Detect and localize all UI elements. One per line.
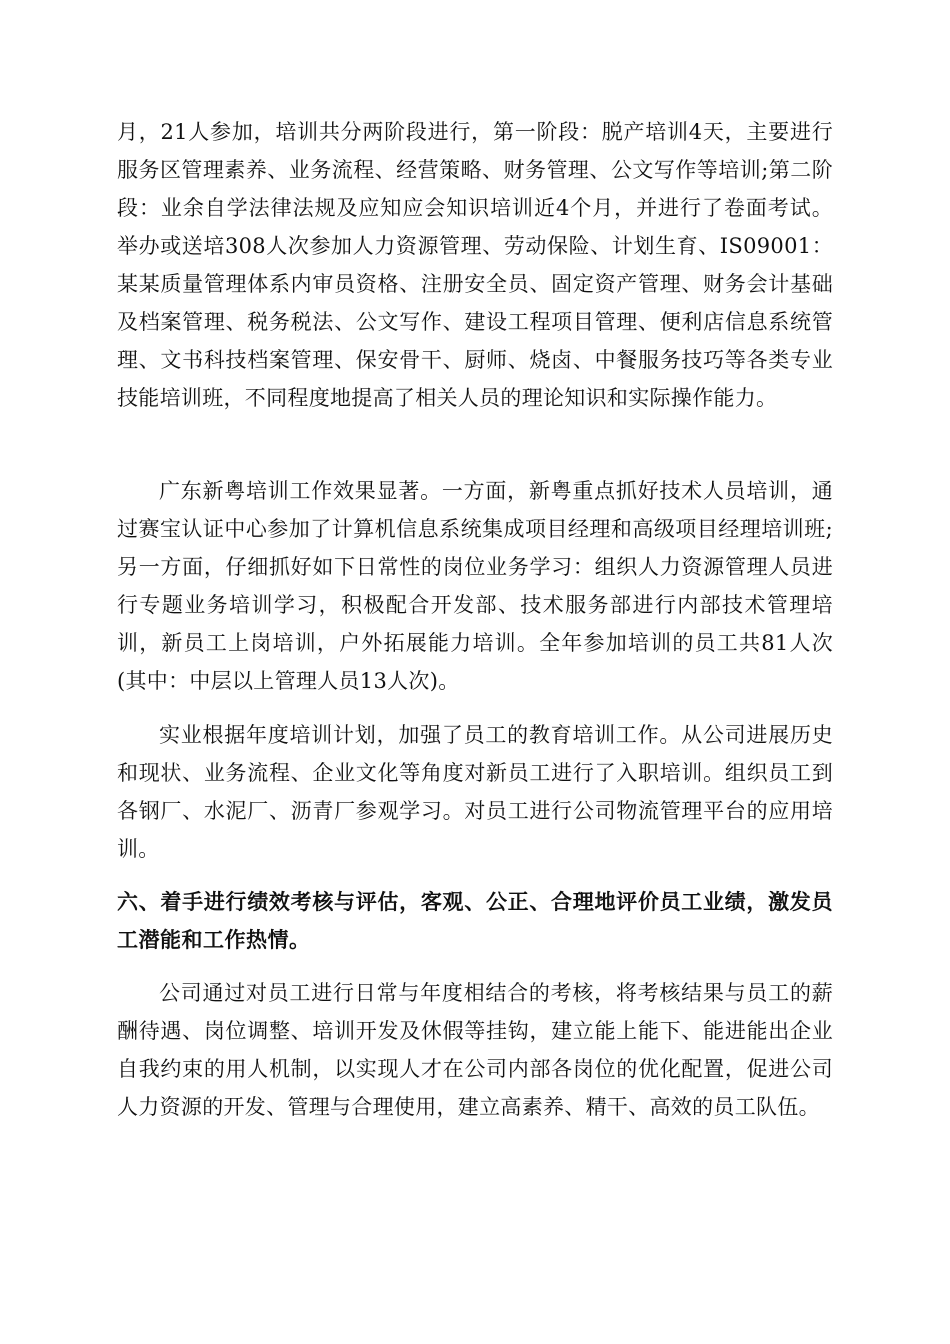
paragraph-xinyue-training: 广东新粤培训工作效果显著。一方面，新粤重点抓好技术人员培训，通过赛宝认证中心参加了计算机信息系统集成项目经理和高级项目经理培训班;另一方面，仔细抓好如下日常性的岗位业务学习：组织人力资源管理人员进行专题业务培训学习，积极配合开发部、技术服务部进行内部技术管理培训，新员工上岗培训，户外拓展能力培训。全年参加培训的员工共81人次(其中：中层以上管理人员13人次)。 — [117, 479, 833, 693]
paragraph-performance-assessment: 公司通过对员工进行日常与年度相结合的考核，将考核结果与员工的薪酬待遇、岗位调整、培训开发及休假等挂钩，建立能上能下、能进能出企业自我约束的用人机制，以实现人才在公司内部各岗位的优化配置，促进公司人力资源的开发、管理与合理使用，建立高素养、精干、高效的员工队伍。 — [117, 981, 833, 1119]
section-heading-performance: 六、着手进行绩效考核与评估，客观、公正、合理地评价员工业绩，激发员工潜能和工作热情。 — [117, 890, 833, 952]
paragraph-industry-training: 实业根据年度培训计划，加强了员工的教育培训工作。从公司进展历史和现状、业务流程、企业文化等角度对新员工进行了入职培训。组织员工到各钢厂、水泥厂、沥青厂参观学习。对员工进行公司物流管理平台的应用培训。 — [117, 723, 833, 861]
paragraph-training-stages: 月，21人参加，培训共分两阶段进行，第一阶段：脱产培训4天，主要进行服务区管理素养、业务流程、经营策略、财务管理、公文写作等培训;第二阶段：业余自学法律法规及应知应会知识培训近4个月，并进行了卷面考试。举办或送培308人次参加人力资源管理、劳动保险、计划生育、IS09001：某某质量管理体系内审员资格、注册安全员、固定资产管理、财务会计基础及档案管理、税务税法、公文写作、建设工程项目管理、便利店信息系统管理、文书科技档案管理、保安骨干、厨师、烧卤、中餐服务技巧等各类专业技能培训班，不同程度地提高了相关人员的理论知识和实际操作能力。 — [117, 120, 833, 410]
